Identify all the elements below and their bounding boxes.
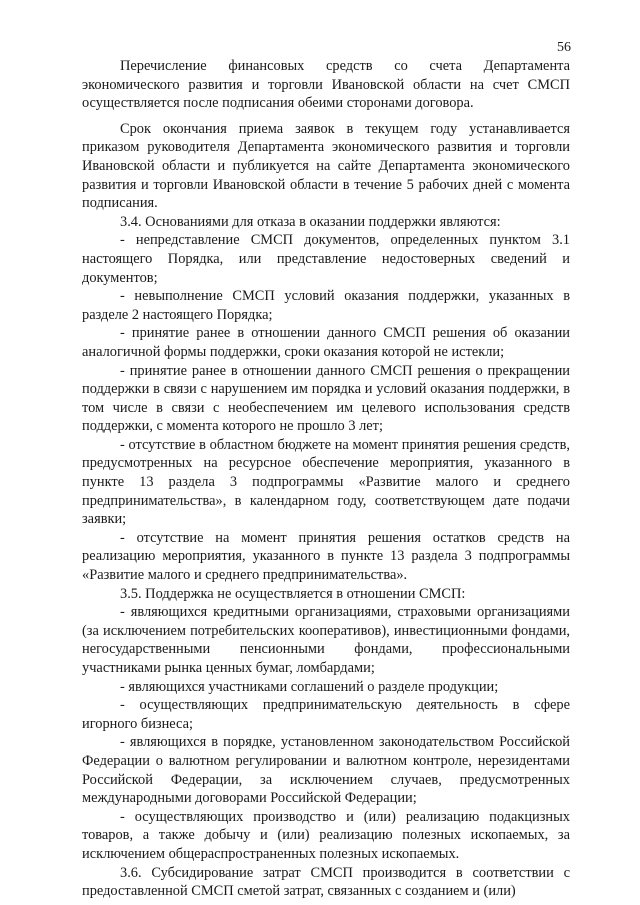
refusal-ground-item: - отсутствие на момент принятия решения остатков средств на реализацию мероприятия, указанного в пункте 13 раздела 3 подпрограммы «Развитие малого и среднего предпринимательства». bbox=[82, 529, 570, 584]
section-3-6-text: 3.6. Субсидирование затрат СМСП производится в соответствии с предоставленной СМСП сметой затрат, связанных с созданием и (или) bbox=[82, 864, 570, 900]
page-number: 56 bbox=[557, 40, 571, 55]
exclusion-item: - являющихся кредитными организациями, страховыми организациями (за исключением потребительских кооперативов), инвестиционными фондами, негосударственными пенсионными фондами, профессиональными участниками рынка ценных бумаг, ломбардами; bbox=[82, 604, 570, 676]
exclusion-item: - являющихся в порядке, установленном законодательством Российской Федерации о валютном регулировании и валютном контроле, нерезидентами Российской Федерации, за исключением случаев, предусмотренных международными договорами Российской Федерации; bbox=[82, 734, 570, 807]
refusal-ground-item: - принятие ранее в отношении данного СМСП решения об оказании аналогичной формы поддержки, сроки оказания которой не истекли; bbox=[82, 325, 570, 360]
document-body bbox=[82, 57, 570, 901]
exclusion-item: - осуществляющих предпринимательскую деятельность в сфере игорного бизнеса; bbox=[82, 697, 570, 732]
section-3-5-heading: 3.5. Поддержка не осуществляется в отношении СМСП: bbox=[120, 585, 466, 602]
refusal-ground-item: - непредставление СМСП документов, определенных пунктом 3.1 настоящего Порядка, или представление недостоверных сведений и документов; bbox=[82, 232, 570, 286]
exclusion-item: - являющихся участниками соглашений о разделе продукции; bbox=[120, 678, 499, 695]
refusal-ground-item: - невыполнение СМСП условий оказания поддержки, указанных в разделе 2 настоящего Порядка; bbox=[82, 288, 570, 323]
refusal-ground-item: - отсутствие в областном бюджете на момент принятия решения средств, предусмотренных на ресурсное обеспечение мероприятия, указанного в пункте 13 раздела 3 подпрограммы «Развитие малого и среднего предпринимательства», в календарном году, соответствующем дате подачи заявки; bbox=[82, 436, 570, 528]
exclusion-item: - осуществляющих производство и (или) реализацию подакцизных товаров, а также добычу и (или) реализацию полезных ископаемых, за исключением общераспространенных полезных ископаемых. bbox=[82, 808, 570, 862]
paragraph-payment-transfer: Перечисление финансовых средств со счета Департамента экономического развития и торговли Ивановской области на счет СМСП осуществляется после подписания обеими сторонами договора. bbox=[82, 58, 570, 112]
refusal-ground-item: - принятие ранее в отношении данного СМСП решения о прекращении поддержки в связи с нарушением им порядка и условий оказания поддержки, в том числе в связи с необеспечением им целевого использования средств поддержки, с момента которого не прошло 3 лет; bbox=[82, 362, 570, 435]
paragraph-application-deadline: Срок окончания приема заявок в текущем году устанавливается приказом руководителя Департамента экономического развития и торговли Ивановской области и публикуется на сайте Департамента экономического развития и торговли Ивановской области в течение 5 рабочих дней с момента подписания. bbox=[82, 120, 570, 212]
section-3-4-heading: 3.4. Основаниями для отказа в оказании поддержки являются: bbox=[120, 213, 501, 230]
